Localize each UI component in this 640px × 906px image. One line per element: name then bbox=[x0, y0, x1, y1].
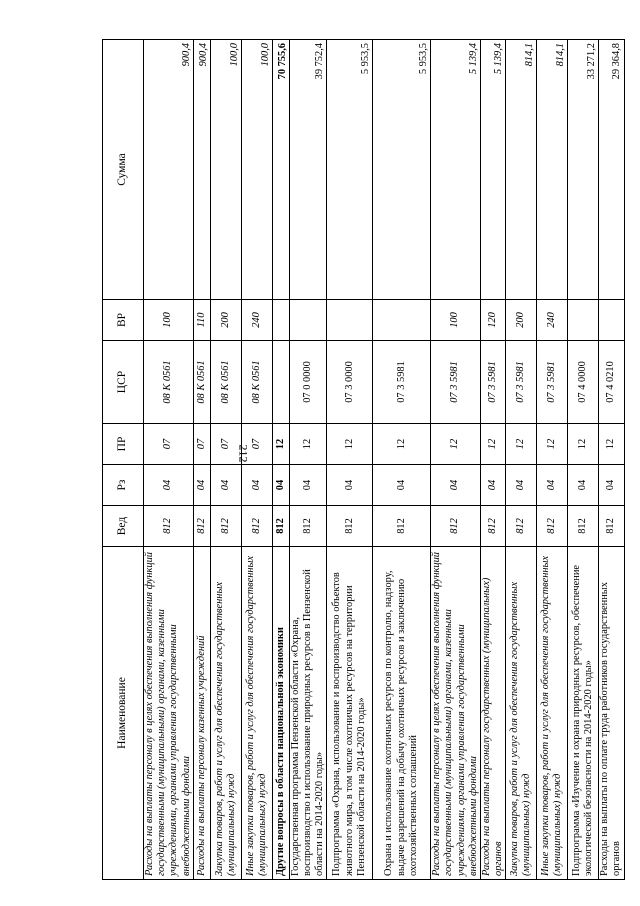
cell-rz: 04 bbox=[289, 465, 327, 506]
cell-ved: 812 bbox=[537, 506, 568, 547]
cell-ved: 812 bbox=[480, 506, 505, 547]
cell-vr bbox=[599, 300, 624, 341]
cell-rz: 04 bbox=[193, 465, 210, 506]
cell-pr: 07 bbox=[144, 424, 194, 465]
cell-sum: 900,4 bbox=[144, 40, 194, 300]
cell-csr: 07 3 0000 bbox=[327, 341, 373, 424]
cell-sum: 814,1 bbox=[506, 40, 537, 300]
cell-ved: 812 bbox=[241, 506, 272, 547]
table-row bbox=[599, 40, 624, 880]
header-sum: Сумма bbox=[103, 40, 144, 300]
cell-name: Охрана и использование охотничьих ресурсов по контролю, надзору, выдаче разрешений на добычу охотничьих ресурсов и заключению охотхозяйственных соглашений bbox=[373, 547, 431, 880]
cell-ved: 812 bbox=[272, 506, 289, 547]
cell-sum: 900,4 bbox=[193, 40, 210, 300]
cell-sum: 39 752,4 bbox=[289, 40, 327, 300]
cell-ved: 812 bbox=[193, 506, 210, 547]
cell-name: Другие вопросы в области национальной экономики bbox=[272, 547, 289, 880]
budget-table-rotated bbox=[102, 40, 623, 880]
cell-pr: 12 bbox=[373, 424, 431, 465]
cell-sum: 33 271,2 bbox=[568, 40, 599, 300]
cell-sum: 5 139,4 bbox=[480, 40, 505, 300]
header-ved: Вед bbox=[103, 506, 144, 547]
cell-sum: 5 139,4 bbox=[431, 40, 481, 300]
cell-vr: 120 bbox=[480, 300, 505, 341]
cell-sum: 100,0 bbox=[241, 40, 272, 300]
cell-ved: 812 bbox=[373, 506, 431, 547]
table-row bbox=[327, 40, 373, 880]
cell-csr: 08 К 0561 bbox=[241, 341, 272, 424]
cell-pr: 07 bbox=[241, 424, 272, 465]
table-row bbox=[193, 40, 210, 880]
cell-pr: 12 bbox=[272, 424, 289, 465]
cell-ved: 812 bbox=[506, 506, 537, 547]
cell-name: Подпрограмма «Изучение и охрана природных ресурсов, обеспечение экологической безопасности на 2014-2020 годы» bbox=[568, 547, 599, 880]
cell-ved: 812 bbox=[289, 506, 327, 547]
cell-vr: 200 bbox=[506, 300, 537, 341]
cell-pr: 12 bbox=[506, 424, 537, 465]
table-row bbox=[241, 40, 272, 880]
cell-name: Иные закупки товаров, работ и услуг для обеспечения государственных (муниципальных) нужд bbox=[241, 547, 272, 880]
cell-pr: 12 bbox=[568, 424, 599, 465]
cell-sum: 814,1 bbox=[537, 40, 568, 300]
cell-rz: 04 bbox=[327, 465, 373, 506]
cell-rz: 04 bbox=[272, 465, 289, 506]
cell-csr: 08 К 0561 bbox=[193, 341, 210, 424]
table-row bbox=[480, 40, 505, 880]
cell-name: Закупка товаров, работ и услуг для обеспечения государственных (муниципальных) нужд bbox=[210, 547, 241, 880]
cell-csr: 07 3 5981 bbox=[506, 341, 537, 424]
cell-name: Расходы на выплаты персоналу в целях обеспечения выполнения функций государственными (муниципальными) органами, казенными учреждениями, органами управления государственными внебюджетными фондами bbox=[144, 547, 194, 880]
table-row bbox=[289, 40, 327, 880]
cell-ved: 812 bbox=[431, 506, 481, 547]
table-row bbox=[272, 40, 289, 880]
cell-pr: 07 bbox=[193, 424, 210, 465]
cell-csr bbox=[272, 341, 289, 424]
cell-sum: 70 755,6 bbox=[272, 40, 289, 300]
cell-ved: 812 bbox=[144, 506, 194, 547]
cell-sum: 100,0 bbox=[210, 40, 241, 300]
cell-vr: 110 bbox=[193, 300, 210, 341]
cell-rz: 04 bbox=[506, 465, 537, 506]
cell-pr: 12 bbox=[480, 424, 505, 465]
cell-rz: 04 bbox=[599, 465, 624, 506]
cell-rz: 04 bbox=[568, 465, 599, 506]
cell-name: Иные закупки товаров, работ и услуг для обеспечения государственных (муниципальных) нужд bbox=[537, 547, 568, 880]
cell-name: Закупка товаров, работ и услуг для обеспечения государственных (муниципальных) нужд bbox=[506, 547, 537, 880]
table-row bbox=[506, 40, 537, 880]
cell-rz: 04 bbox=[537, 465, 568, 506]
cell-pr: 12 bbox=[537, 424, 568, 465]
cell-csr: 07 4 0210 bbox=[599, 341, 624, 424]
cell-ved: 812 bbox=[327, 506, 373, 547]
cell-vr: 100 bbox=[144, 300, 194, 341]
table-row bbox=[431, 40, 481, 880]
cell-pr: 12 bbox=[599, 424, 624, 465]
cell-pr: 12 bbox=[431, 424, 481, 465]
cell-name: Подпрограмма «Охрана, использование и воспроизводство объектов животного мира, в том числе охотничьих ресурсов на территории Пензенской области на 2014-2020 годы» bbox=[327, 547, 373, 880]
page-number-text: 212 bbox=[236, 444, 251, 463]
cell-csr: 07 3 5981 bbox=[537, 341, 568, 424]
cell-name: Расходы на выплаты персоналу казенных учреждений bbox=[193, 547, 210, 880]
table-row bbox=[373, 40, 431, 880]
header-rz: Рз bbox=[103, 465, 144, 506]
cell-sum: 5 953,5 bbox=[373, 40, 431, 300]
cell-rz: 04 bbox=[480, 465, 505, 506]
cell-vr bbox=[373, 300, 431, 341]
cell-rz: 04 bbox=[373, 465, 431, 506]
cell-pr: 12 bbox=[289, 424, 327, 465]
cell-csr: 08 К 0561 bbox=[210, 341, 241, 424]
table-header-row bbox=[103, 40, 144, 880]
table-row bbox=[144, 40, 194, 880]
cell-vr bbox=[272, 300, 289, 341]
table-row bbox=[210, 40, 241, 880]
cell-csr: 08 К 0561 bbox=[144, 341, 194, 424]
cell-vr: 100 bbox=[431, 300, 481, 341]
cell-csr: 07 0 0000 bbox=[289, 341, 327, 424]
budget-table bbox=[102, 39, 625, 880]
header-vr: ВР bbox=[103, 300, 144, 341]
cell-rz: 04 bbox=[144, 465, 194, 506]
cell-name: Расходы на выплаты по оплате труда работников государственных органов bbox=[599, 547, 624, 880]
header-pr: ПР bbox=[103, 424, 144, 465]
cell-csr: 07 3 5981 bbox=[480, 341, 505, 424]
cell-rz: 04 bbox=[431, 465, 481, 506]
cell-vr: 240 bbox=[241, 300, 272, 341]
cell-ved: 812 bbox=[210, 506, 241, 547]
cell-vr: 240 bbox=[537, 300, 568, 341]
header-csr: ЦСР bbox=[103, 341, 144, 424]
cell-ved: 812 bbox=[568, 506, 599, 547]
cell-csr: 07 3 5981 bbox=[431, 341, 481, 424]
cell-vr bbox=[568, 300, 599, 341]
cell-vr bbox=[289, 300, 327, 341]
cell-csr: 07 4 0000 bbox=[568, 341, 599, 424]
cell-name: Расходы на выплаты персоналу в целях обеспечения выполнения функций государственными (муниципальными) органами, казенными учреждениями, органами управления государственными внебюджетными фондами bbox=[431, 547, 481, 880]
cell-name: Расходы на выплаты персоналу государственных (муниципальных) органов bbox=[480, 547, 505, 880]
cell-vr: 200 bbox=[210, 300, 241, 341]
cell-pr: 07 bbox=[210, 424, 241, 465]
cell-ved: 812 bbox=[599, 506, 624, 547]
cell-sum: 5 953,5 bbox=[327, 40, 373, 300]
cell-sum: 29 364,8 bbox=[599, 40, 624, 300]
cell-rz: 04 bbox=[241, 465, 272, 506]
cell-pr: 12 bbox=[327, 424, 373, 465]
cell-name: Государственная программа Пензенской области «Охрана, воспроизводство и использование природных ресурсов в Пензенской области на 2014-2020 годы» bbox=[289, 547, 327, 880]
table-row bbox=[568, 40, 599, 880]
cell-csr: 07 3 5981 bbox=[373, 341, 431, 424]
table-row bbox=[537, 40, 568, 880]
header-name: Наименование bbox=[103, 547, 144, 880]
cell-rz: 04 bbox=[210, 465, 241, 506]
cell-vr bbox=[327, 300, 373, 341]
